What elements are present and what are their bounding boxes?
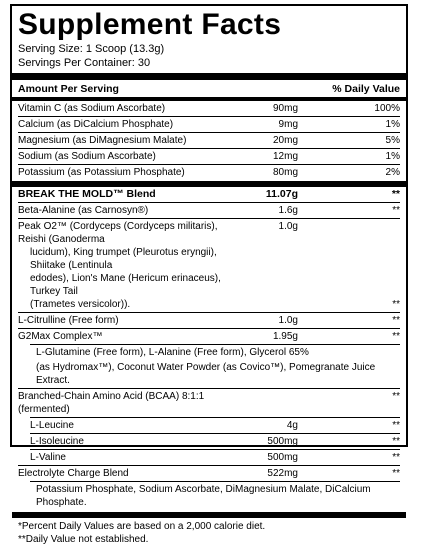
peak-o2-line: edodes), Lion's Mane (Hericum erinaceus), Turkey Tail — [30, 273, 221, 297]
ingredient-amount: 1.95g — [272, 331, 298, 342]
sub-ingredient-amount: 4g — [286, 420, 298, 431]
panel-title: Supplement Facts — [18, 8, 282, 41]
ingredient-name: Beta-Alanine (as Carnosyn®) — [18, 205, 149, 216]
nutrient-row — [18, 165, 400, 180]
ingredient-amount: 1.6g — [278, 205, 298, 216]
ingredient-row — [18, 466, 400, 481]
peak-o2-line: (Trametes versicolor)). — [30, 299, 131, 310]
nutrient-dv: 100% — [374, 103, 400, 114]
footnote: **Daily Value not established. — [18, 534, 149, 545]
nutrient-amount: 9mg — [278, 119, 298, 130]
ingredient-amount: 522mg — [267, 468, 298, 479]
nutrient-amount: 12mg — [272, 151, 298, 162]
nutrient-row — [18, 117, 400, 132]
sub-ingredient-name: L-Isoleucine — [30, 436, 84, 447]
sub-ingredient-dv: ** — [392, 436, 400, 447]
sub-ingredient-row — [18, 418, 400, 433]
ingredient-name: Branched-Chain Amino Acid (BCAA) 8:1:1 (fermented) — [18, 391, 205, 415]
ingredient-amount: 1.0g — [278, 221, 298, 232]
nutrient-row — [18, 133, 400, 148]
sub-ingredient-dv: ** — [392, 420, 400, 431]
nutrient-dv: 1% — [385, 119, 400, 130]
peak-o2-line: lucidum), King trumpet (Pleurotus eryngii), Shiitake (Lentinula — [30, 247, 217, 271]
nutrient-dv: 1% — [385, 151, 400, 162]
ingredient-dv: ** — [392, 205, 400, 216]
ingredient-row-peak-o2 — [18, 219, 400, 312]
sub-ingredient-amount: 500mg — [267, 436, 298, 447]
ingredient-name: G2Max Complex™ — [18, 331, 103, 342]
ingredient-dv: ** — [392, 299, 400, 310]
ingredient-amount: 1.0g — [278, 315, 298, 326]
nutrient-name: Potassium (as Potassium Phosphate) — [18, 167, 185, 178]
nutrient-name: Sodium (as Sodium Ascorbate) — [18, 151, 156, 162]
ingredient-note: (as Hydromax™), Coconut Water Powder (as Covico™), Pomegranate Juice Extract. — [36, 362, 376, 386]
amount-per-serving-label: Amount Per Serving — [18, 83, 119, 95]
sub-ingredient-amount: 500mg — [267, 452, 298, 463]
sub-ingredient-row — [18, 434, 400, 449]
nutrient-name: Calcium (as DiCalcium Phosphate) — [18, 119, 174, 130]
ingredient-dv: ** — [392, 331, 400, 342]
ingredient-dv: ** — [392, 468, 400, 479]
sub-ingredient-dv: ** — [392, 452, 400, 463]
blend-name: BREAK THE MOLD™ Blend — [18, 188, 156, 200]
ingredient-row — [18, 313, 400, 328]
nutrient-dv: 5% — [385, 135, 400, 146]
ingredient-note: Potassium Phosphate, Sodium Ascorbate, DiMagnesium Malate, DiCalcium Phosphate. — [36, 484, 371, 508]
sub-ingredient-name: L-Leucine — [30, 420, 74, 431]
nutrient-name: Magnesium (as DiMagnesium Malate) — [18, 135, 187, 146]
nutrient-row — [18, 101, 400, 116]
ingredient-name: L-Citrulline (Free form) — [18, 315, 119, 326]
divider-thick — [12, 512, 406, 518]
column-header — [18, 80, 400, 97]
nutrient-row — [18, 149, 400, 164]
ingredient-name — [18, 220, 248, 311]
footnote: *Percent Daily Values are based on a 2,000 calorie diet. — [18, 521, 266, 532]
nutrient-dv: 2% — [385, 167, 400, 178]
ingredient-amount — [248, 390, 298, 416]
ingredient-dv: ** — [392, 315, 400, 326]
supplement-facts-panel — [10, 4, 408, 545]
nutrient-amount: 20mg — [272, 135, 298, 146]
ingredient-dv: ** — [392, 391, 400, 402]
ingredient-note: L-Glutamine (Free form), L-Alanine (Free form), Glycerol 65% — [36, 347, 309, 358]
nutrient-amount: 80mg — [272, 167, 298, 178]
nutrient-name: Vitamin C (as Sodium Ascorbate) — [18, 103, 166, 114]
blend-dv: ** — [391, 188, 400, 200]
sub-ingredient-row — [18, 450, 400, 465]
peak-o2-line: Peak O2™ (Cordyceps (Cordyceps militaris), Reishi (Ganoderma — [18, 221, 218, 245]
serving-size: Serving Size: 1 Scoop (13.3g) — [18, 43, 165, 55]
ingredient-row — [18, 329, 400, 344]
daily-value-label: % Daily Value — [332, 83, 400, 95]
ingredient-row — [18, 389, 400, 417]
ingredient-name: Electrolyte Charge Blend — [18, 468, 129, 479]
nutrient-amount: 90mg — [272, 103, 298, 114]
ingredient-row — [18, 203, 400, 218]
servings-per-container: Servings Per Container: 30 — [18, 57, 151, 69]
ingredient-dv-cell — [298, 220, 400, 311]
divider-thick — [12, 73, 406, 80]
blend-row — [18, 187, 400, 202]
sub-ingredient-name: L-Valine — [30, 452, 66, 463]
blend-amount: 11.07g — [265, 188, 298, 200]
